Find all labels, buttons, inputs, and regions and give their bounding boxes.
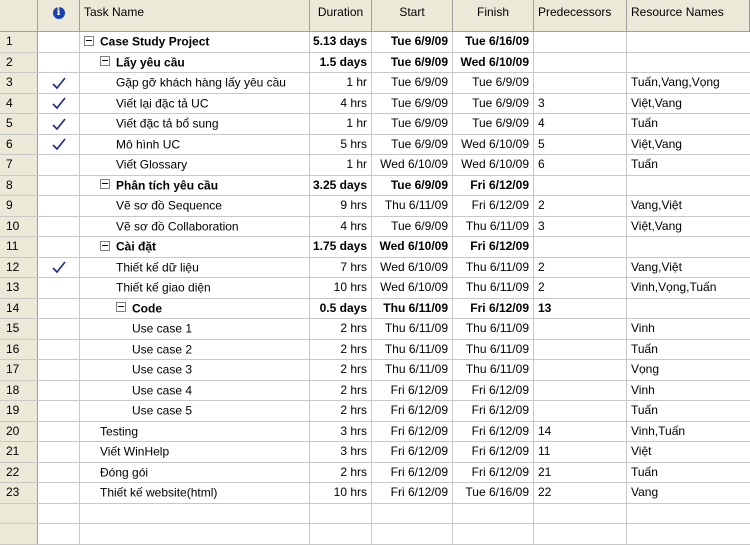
finish-cell[interactable]: Thu 6/11/09 — [453, 360, 534, 380]
task-row[interactable] — [0, 278, 750, 299]
indicator-cell[interactable] — [38, 217, 80, 237]
resource-names-cell[interactable]: Tuấn,Vang,Vọng — [631, 75, 720, 89]
row-id[interactable]: 22 — [0, 463, 38, 483]
predecessors-cell[interactable]: 4 — [534, 114, 627, 134]
indicator-cell[interactable] — [38, 73, 80, 93]
start-cell[interactable]: Tue 6/9/09 — [372, 114, 453, 134]
duration-cell[interactable]: 3.25 days — [310, 176, 372, 196]
indicator-cell[interactable] — [38, 53, 80, 73]
empty-duration-cell[interactable] — [310, 504, 372, 524]
duration-cell[interactable]: 9 hrs — [310, 196, 372, 216]
finish-cell[interactable]: Fri 6/12/09 — [453, 237, 534, 257]
predecessors-cell[interactable] — [534, 340, 627, 360]
resource-names-cell[interactable]: Vang — [631, 485, 659, 499]
duration-cell[interactable]: 2 hrs — [310, 381, 372, 401]
start-cell[interactable]: Fri 6/12/09 — [372, 422, 453, 442]
finish-cell[interactable]: Wed 6/10/09 — [453, 155, 534, 175]
row-id[interactable]: 13 — [0, 278, 38, 298]
finish-cell[interactable]: Fri 6/12/09 — [453, 401, 534, 421]
predecessors-cell[interactable] — [534, 237, 627, 257]
task-name-cell[interactable] — [80, 53, 310, 73]
row-id[interactable]: 15 — [0, 319, 38, 339]
start-cell[interactable]: Wed 6/10/09 — [372, 237, 453, 257]
empty-task-name-cell[interactable] — [80, 504, 310, 524]
start-cell[interactable]: Thu 6/11/09 — [372, 319, 453, 339]
start-cell[interactable]: Fri 6/12/09 — [372, 381, 453, 401]
finish-cell[interactable]: Fri 6/12/09 — [453, 442, 534, 462]
collapse-toggle-icon[interactable] — [116, 302, 126, 312]
row-id[interactable]: 14 — [0, 299, 38, 319]
predecessors-cell[interactable]: 11 — [534, 442, 627, 462]
task-name-text: Use case 5 — [132, 403, 193, 418]
task-row[interactable] — [0, 94, 750, 115]
predecessors-cell[interactable] — [534, 401, 627, 421]
collapse-toggle-icon[interactable] — [100, 56, 110, 66]
predecessors-cell[interactable]: 13 — [534, 299, 627, 319]
finish-cell[interactable]: Tue 6/16/09 — [453, 32, 534, 52]
task-name-cell[interactable] — [80, 299, 310, 319]
indicator-cell[interactable] — [38, 32, 80, 52]
resource-names-cell[interactable]: Vang,Việt — [631, 198, 682, 212]
empty-row[interactable] — [0, 524, 750, 545]
info-icon: i — [53, 7, 65, 19]
task-name-cell[interactable] — [80, 442, 310, 462]
indicator-cell[interactable] — [38, 483, 80, 503]
row-id[interactable]: 7 — [0, 155, 38, 175]
task-row[interactable] — [0, 483, 750, 504]
indicator-cell[interactable] — [38, 319, 80, 339]
task-row[interactable] — [0, 381, 750, 402]
predecessors-cell[interactable]: 5 — [534, 135, 627, 155]
task-name-text: Viết Glossary — [116, 157, 188, 172]
empty-start-cell[interactable] — [372, 504, 453, 524]
row-id[interactable]: 8 — [0, 176, 38, 196]
task-name-text: Code — [132, 300, 162, 315]
resource-names-cell[interactable]: Tuấn — [631, 341, 658, 356]
completed-check-icon — [51, 96, 67, 110]
finish-cell[interactable]: Fri 6/12/09 — [453, 299, 534, 319]
resource-names-cell[interactable]: Vang,Việt — [631, 259, 682, 274]
empty-row-id[interactable] — [0, 524, 38, 544]
predecessors-cell[interactable] — [534, 319, 627, 339]
indicator-cell[interactable] — [38, 442, 80, 462]
row-id[interactable]: 12 — [0, 258, 38, 278]
duration-cell[interactable]: 4 hrs — [310, 94, 372, 114]
task-row[interactable] — [0, 114, 750, 135]
row-id[interactable]: 2 — [0, 53, 38, 73]
finish-cell[interactable]: Thu 6/11/09 — [453, 217, 534, 237]
empty-predecessors-cell[interactable] — [534, 504, 627, 524]
row-id[interactable]: 1 — [0, 32, 38, 52]
task-name-cell[interactable] — [80, 196, 310, 216]
task-name-column-header[interactable]: Task Name — [80, 0, 310, 32]
finish-column-header[interactable]: Finish — [453, 0, 534, 32]
task-row[interactable] — [0, 401, 750, 422]
indicator-cell[interactable] — [38, 155, 80, 175]
task-name-cell[interactable] — [80, 155, 310, 175]
resource-names-cell[interactable]: Vinh — [631, 321, 655, 335]
row-id[interactable]: 20 — [0, 422, 38, 442]
task-name-cell[interactable] — [80, 340, 310, 360]
empty-finish-cell[interactable] — [453, 524, 534, 544]
finish-cell[interactable]: Tue 6/9/09 — [453, 73, 534, 93]
collapse-toggle-icon[interactable] — [100, 179, 110, 189]
finish-cell[interactable]: Thu 6/11/09 — [453, 258, 534, 278]
task-row[interactable] — [0, 73, 750, 94]
task-name-cell[interactable] — [80, 463, 310, 483]
start-cell[interactable]: Tue 6/9/09 — [372, 94, 453, 114]
predecessors-cell[interactable] — [534, 73, 627, 93]
resource-names-cell[interactable] — [627, 53, 750, 73]
resource-names-cell[interactable]: Việt,Vang — [631, 218, 682, 233]
task-name-text: Thiết kế website(html) — [100, 485, 218, 500]
finish-cell[interactable]: Thu 6/11/09 — [453, 319, 534, 339]
duration-cell[interactable]: 1 hr — [310, 114, 372, 134]
indicator-cell[interactable] — [38, 237, 80, 257]
resource-names-cell[interactable]: Vinh,Vọng,Tuấn — [631, 280, 717, 294]
empty-finish-cell[interactable] — [453, 504, 534, 524]
task-name-cell[interactable] — [80, 114, 310, 134]
resource-names-cell[interactable] — [627, 32, 750, 52]
duration-cell[interactable]: 7 hrs — [310, 258, 372, 278]
collapse-toggle-icon[interactable] — [84, 36, 94, 46]
indicator-cell[interactable] — [38, 196, 80, 216]
empty-row-id[interactable] — [0, 504, 38, 524]
start-cell[interactable]: Tue 6/9/09 — [372, 176, 453, 196]
duration-cell[interactable]: 0.5 days — [310, 299, 372, 319]
task-name-text: Vẽ sơ đồ Collaboration — [116, 218, 239, 233]
finish-cell[interactable]: Fri 6/12/09 — [453, 196, 534, 216]
task-name-cell[interactable] — [80, 483, 310, 503]
resource-names-cell[interactable] — [627, 237, 750, 257]
task-name-text: Viết WinHelp — [100, 444, 170, 459]
duration-cell[interactable]: 1.5 days — [310, 53, 372, 73]
task-row[interactable] — [0, 360, 750, 381]
empty-predecessors-cell[interactable] — [534, 524, 627, 544]
row-id[interactable]: 17 — [0, 360, 38, 380]
task-row[interactable] — [0, 299, 750, 320]
task-row[interactable] — [0, 196, 750, 217]
row-id[interactable]: 10 — [0, 217, 38, 237]
task-name-text: Mô hình UC — [116, 136, 181, 151]
task-row[interactable] — [0, 176, 750, 197]
empty-start-cell[interactable] — [372, 524, 453, 544]
task-name-text: Lấy yêu cầu — [116, 54, 185, 69]
task-name-text: Viết đặc tả bổ sung — [116, 116, 219, 131]
indicator-cell[interactable] — [38, 401, 80, 421]
start-cell[interactable]: Tue 6/9/09 — [372, 217, 453, 237]
row-id[interactable]: 5 — [0, 114, 38, 134]
resource-names-cell[interactable] — [627, 299, 750, 319]
task-name-text: Phân tích yêu cầu — [116, 177, 219, 192]
duration-cell[interactable]: 10 hrs — [310, 483, 372, 503]
task-row[interactable] — [0, 258, 750, 279]
task-name-cell[interactable] — [80, 319, 310, 339]
task-name-text: Use case 1 — [132, 321, 193, 336]
finish-cell[interactable]: Fri 6/12/09 — [453, 176, 534, 196]
finish-cell[interactable]: Tue 6/9/09 — [453, 94, 534, 114]
indicator-cell[interactable] — [38, 94, 80, 114]
task-row[interactable] — [0, 155, 750, 176]
task-name-text: Testing — [100, 423, 139, 438]
resource-names-cell[interactable]: Tuấn — [631, 116, 658, 130]
start-cell[interactable]: Thu 6/11/09 — [372, 360, 453, 380]
task-name-cell[interactable] — [80, 217, 310, 237]
indicator-cell[interactable] — [38, 299, 80, 319]
duration-cell[interactable]: 1 hr — [310, 73, 372, 93]
finish-cell[interactable]: Thu 6/11/09 — [453, 340, 534, 360]
row-id[interactable]: 3 — [0, 73, 38, 93]
task-name-text: Viết lại đặc tả UC — [116, 95, 209, 110]
resource-names-cell[interactable] — [627, 176, 750, 196]
row-id[interactable]: 18 — [0, 381, 38, 401]
completed-check-icon — [51, 260, 67, 274]
finish-cell[interactable]: Fri 6/12/09 — [453, 422, 534, 442]
task-name-cell[interactable] — [80, 135, 310, 155]
duration-cell[interactable]: 2 hrs — [310, 360, 372, 380]
task-name-text: Đóng gói — [100, 464, 149, 479]
predecessors-column-header[interactable]: Predecessors — [534, 0, 627, 32]
start-cell[interactable]: Thu 6/11/09 — [372, 340, 453, 360]
task-row[interactable] — [0, 53, 750, 74]
resource-names-cell[interactable]: Tuấn — [631, 403, 658, 417]
finish-cell[interactable]: Fri 6/12/09 — [453, 463, 534, 483]
task-name-cell[interactable] — [80, 94, 310, 114]
start-cell[interactable]: Fri 6/12/09 — [372, 442, 453, 462]
duration-cell[interactable]: 2 hrs — [310, 401, 372, 421]
predecessors-cell[interactable]: 2 — [534, 278, 627, 298]
duration-cell[interactable]: 2 hrs — [310, 340, 372, 360]
indicator-cell[interactable] — [38, 114, 80, 134]
completed-check-icon — [51, 137, 67, 151]
resource-names-cell[interactable]: Vọng — [631, 362, 660, 376]
indicator-cell[interactable] — [38, 422, 80, 442]
predecessors-cell[interactable]: 3 — [534, 217, 627, 237]
duration-cell[interactable]: 3 hrs — [310, 442, 372, 462]
predecessors-cell[interactable]: 3 — [534, 94, 627, 114]
task-row[interactable] — [0, 32, 750, 53]
collapse-toggle-icon[interactable] — [100, 241, 110, 251]
empty-row[interactable] — [0, 504, 750, 525]
task-name-text: Cài đặt — [116, 239, 157, 254]
task-name-cell[interactable] — [80, 278, 310, 298]
empty-indicator-cell[interactable] — [38, 504, 80, 524]
start-cell[interactable]: Tue 6/9/09 — [372, 135, 453, 155]
indicator-cell[interactable] — [38, 381, 80, 401]
task-name-text: Thiết kế giao diện — [116, 280, 211, 295]
duration-cell[interactable]: 5 hrs — [310, 135, 372, 155]
predecessors-cell[interactable]: 2 — [534, 258, 627, 278]
task-name-text: Vẽ sơ đồ Sequence — [116, 198, 222, 213]
row-id[interactable]: 9 — [0, 196, 38, 216]
indicators-column-header[interactable] — [38, 0, 80, 32]
task-name-cell[interactable] — [80, 258, 310, 278]
finish-cell[interactable]: Tue 6/16/09 — [453, 483, 534, 503]
finish-cell[interactable]: Thu 6/11/09 — [453, 278, 534, 298]
resource-names-column-header[interactable]: Resource Names — [627, 0, 750, 32]
task-name-text: Case Study Project — [100, 34, 210, 49]
row-id[interactable]: 11 — [0, 237, 38, 257]
empty-resource-names-cell[interactable] — [627, 524, 750, 544]
task-name-cell[interactable] — [80, 422, 310, 442]
resource-names-cell[interactable]: Việt,Vang — [631, 95, 682, 110]
start-cell[interactable]: Fri 6/12/09 — [372, 463, 453, 483]
indicator-cell[interactable] — [38, 278, 80, 298]
resource-names-cell[interactable]: Việt — [631, 444, 652, 458]
indicator-cell[interactable] — [38, 463, 80, 483]
task-row[interactable] — [0, 135, 750, 156]
indicator-cell[interactable] — [38, 176, 80, 196]
completed-check-icon — [51, 117, 67, 131]
predecessors-cell[interactable]: 21 — [534, 463, 627, 483]
start-cell[interactable]: Fri 6/12/09 — [372, 483, 453, 503]
completed-check-icon — [51, 76, 67, 90]
resource-names-cell[interactable]: Vinh,Tuấn — [631, 423, 686, 438]
duration-cell[interactable]: 10 hrs — [310, 278, 372, 298]
task-name-text: Use case 2 — [132, 341, 193, 356]
task-name-cell[interactable] — [80, 381, 310, 401]
duration-cell[interactable]: 3 hrs — [310, 422, 372, 442]
indicator-cell[interactable] — [38, 340, 80, 360]
column-header-row — [0, 0, 750, 32]
finish-cell[interactable]: Wed 6/10/09 — [453, 135, 534, 155]
task-name-text: Gặp gỡ khách hàng lấy yêu cầu — [116, 75, 286, 90]
indicator-cell[interactable] — [38, 135, 80, 155]
task-row[interactable] — [0, 442, 750, 463]
task-name-cell[interactable] — [80, 176, 310, 196]
row-id[interactable]: 16 — [0, 340, 38, 360]
predecessors-cell[interactable]: 6 — [534, 155, 627, 175]
finish-cell[interactable]: Tue 6/9/09 — [453, 114, 534, 134]
select-all-corner[interactable] — [0, 0, 38, 32]
start-cell[interactable]: Wed 6/10/09 — [372, 155, 453, 175]
row-id[interactable]: 21 — [0, 442, 38, 462]
row-id[interactable]: 6 — [0, 135, 38, 155]
duration-cell[interactable]: 4 hrs — [310, 217, 372, 237]
predecessors-cell[interactable]: 22 — [534, 483, 627, 503]
task-name-cell[interactable] — [80, 360, 310, 380]
task-row[interactable] — [0, 340, 750, 361]
duration-cell[interactable]: 5.13 days — [310, 32, 372, 52]
predecessors-cell[interactable]: 14 — [534, 422, 627, 442]
predecessors-cell[interactable] — [534, 53, 627, 73]
start-cell[interactable]: Wed 6/10/09 — [372, 278, 453, 298]
finish-cell[interactable]: Fri 6/12/09 — [453, 381, 534, 401]
predecessors-cell[interactable] — [534, 176, 627, 196]
task-name-text: Thiết kế dữ liệu — [116, 259, 199, 274]
start-cell[interactable]: Fri 6/12/09 — [372, 401, 453, 421]
resource-names-cell[interactable]: Tuấn — [631, 464, 658, 479]
duration-cell[interactable]: 1.75 days — [310, 237, 372, 257]
resource-names-cell[interactable]: Việt,Vang — [631, 136, 682, 151]
row-id[interactable]: 4 — [0, 94, 38, 114]
start-cell[interactable]: Wed 6/10/09 — [372, 258, 453, 278]
task-name-cell[interactable] — [80, 401, 310, 421]
start-cell[interactable]: Thu 6/11/09 — [372, 196, 453, 216]
resource-names-cell[interactable]: Tuấn — [631, 157, 658, 171]
row-id[interactable]: 19 — [0, 401, 38, 421]
predecessors-cell[interactable] — [534, 360, 627, 380]
finish-cell[interactable]: Wed 6/10/09 — [453, 53, 534, 73]
start-column-header[interactable]: Start — [372, 0, 453, 32]
row-id[interactable]: 23 — [0, 483, 38, 503]
predecessors-cell[interactable]: 2 — [534, 196, 627, 216]
indicator-cell[interactable] — [38, 360, 80, 380]
duration-cell[interactable]: 2 hrs — [310, 463, 372, 483]
indicator-cell[interactable] — [38, 258, 80, 278]
duration-cell[interactable]: 2 hrs — [310, 319, 372, 339]
task-row[interactable] — [0, 217, 750, 238]
task-row[interactable] — [0, 237, 750, 258]
start-cell[interactable]: Thu 6/11/09 — [372, 299, 453, 319]
task-name-text: Use case 3 — [132, 362, 193, 377]
task-row[interactable] — [0, 463, 750, 484]
task-name-cell[interactable] — [80, 32, 310, 52]
empty-resource-names-cell[interactable] — [627, 504, 750, 524]
empty-task-name-cell[interactable] — [80, 524, 310, 544]
start-cell[interactable]: Tue 6/9/09 — [372, 53, 453, 73]
empty-indicator-cell[interactable] — [38, 524, 80, 544]
empty-duration-cell[interactable] — [310, 524, 372, 544]
duration-column-header[interactable]: Duration — [310, 0, 372, 32]
duration-cell[interactable]: 1 hr — [310, 155, 372, 175]
task-name-text: Use case 4 — [132, 382, 193, 397]
task-row[interactable] — [0, 319, 750, 340]
task-name-cell[interactable] — [80, 237, 310, 257]
task-name-cell[interactable] — [80, 73, 310, 93]
start-cell[interactable]: Tue 6/9/09 — [372, 73, 453, 93]
start-cell[interactable]: Tue 6/9/09 — [372, 32, 453, 52]
resource-names-cell[interactable]: Vinh — [631, 382, 655, 397]
task-row[interactable] — [0, 422, 750, 443]
predecessors-cell[interactable] — [534, 381, 627, 401]
predecessors-cell[interactable] — [534, 32, 627, 52]
